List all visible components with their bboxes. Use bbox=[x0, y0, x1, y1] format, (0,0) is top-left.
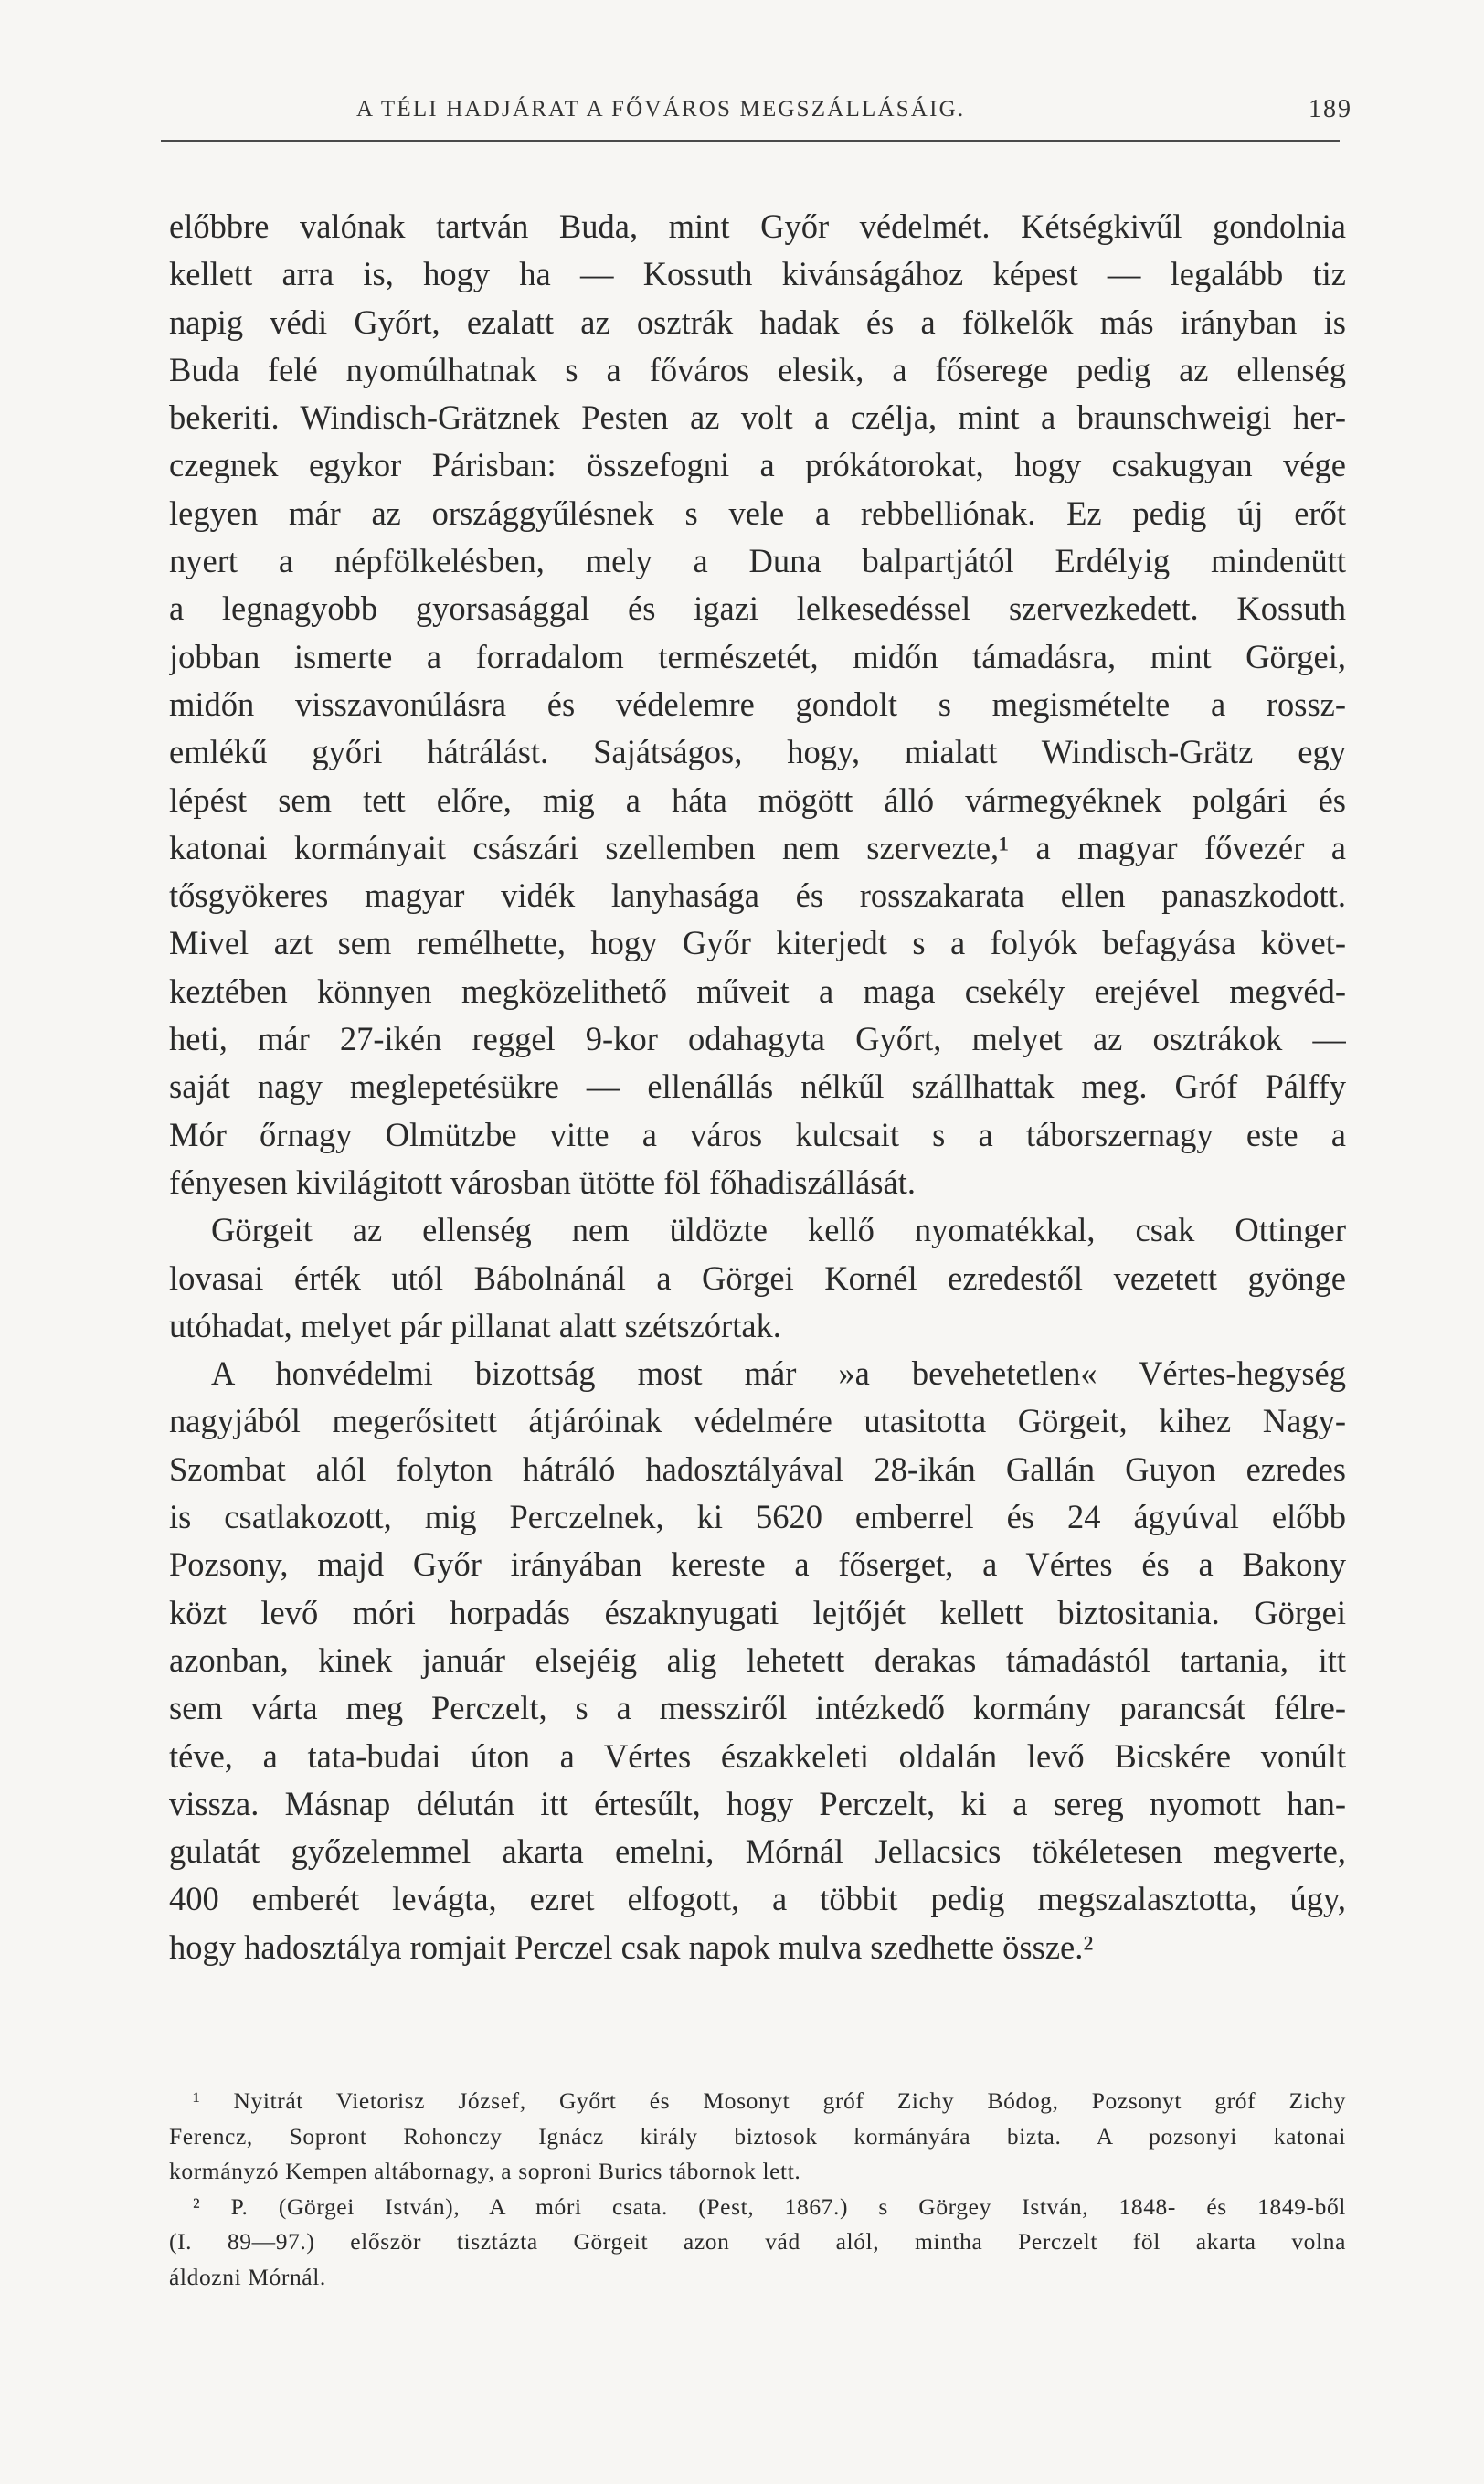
text-line: téve, a tata-budai úton a Vértes északkeleti oldalán levő Bicskére vonúlt bbox=[169, 1736, 1346, 1775]
text-line: sem várta meg Perczelt, s a messziről intézkedő kormány parancsát félre- bbox=[169, 1689, 1346, 1727]
text-line: Mivel azt sem remélhette, hogy Győr kiterjedt s a folyók befagyása követ- bbox=[169, 924, 1346, 962]
text-line: hogy hadosztálya romjait Perczel csak napok mulva szedhette össze.² bbox=[169, 1927, 1094, 1966]
text-line: előbbre valónak tartván Buda, mint Győr védelmét. Kétségkivűl gondolnia bbox=[169, 207, 1346, 245]
header-rule bbox=[161, 140, 1340, 142]
text-line: fényesen kivilágitott városban ütötte föl főhadiszállását. bbox=[169, 1162, 916, 1201]
text-line: Görgeit az ellenség nem üldözte kellő nyomatékkal, csak Ottinger bbox=[211, 1211, 1346, 1249]
text-line: nagyjából megerősitett átjáróinak védelmére utasitotta Görgeit, kihez Nagy- bbox=[169, 1402, 1346, 1440]
text-line: heti, már 27-ikén reggel 9-kor odahagyta Győrt, melyet az osztrákok — bbox=[169, 1020, 1346, 1058]
text-line: A honvédelmi bizottság most már »a bevehetetlen« Vértes-hegység bbox=[211, 1354, 1346, 1393]
text-line: lépést sem tett előre, mig a háta mögött álló vármegyéknek polgári és bbox=[169, 780, 1346, 819]
footnotes bbox=[169, 2084, 1346, 2295]
chapter-title: A TÉLI HADJÁRAT A FŐVÁROS MEGSZÁLLÁSÁIG. bbox=[356, 97, 966, 122]
footnote-line: Ferencz, Sopront Rohonczy Ignácz király biztosok kormányára bizta. A pozsonyi katonai bbox=[169, 2122, 1346, 2150]
text-line: lovasai érték utól Bábolnánál a Görgei Kornél ezredestől vezetett gyönge bbox=[169, 1258, 1346, 1297]
text-line: saját nagy meglepetésükre — ellenállás nélkűl szállhattak meg. Gróf Pálffy bbox=[169, 1067, 1346, 1106]
text-line: Pozsony, majd Győr irányában kereste a főserget, a Vértes és a Bakony bbox=[169, 1545, 1346, 1584]
text-line: azonban, kinek január elsejéig alig lehetett derakas támadástól tartania, itt bbox=[169, 1640, 1346, 1679]
text-line: is csatlakozott, mig Perczelnek, ki 5620 emberrel és 24 ágyúval előbb bbox=[169, 1498, 1346, 1536]
footnote-line: ¹ Nyitrát Vietorisz József, Győrt és Mosonyt gróf Zichy Bódog, Pozsonyt gróf Zichy bbox=[193, 2087, 1346, 2114]
text-line: katonai kormányait császári szellemben nem szervezte,¹ a magyar fővezér a bbox=[169, 828, 1346, 866]
text-line: keztében könnyen megközelithető műveit a maga csekély erejével megvéd- bbox=[169, 971, 1346, 1010]
footnote-line: ² P. (Görgei István), A móri csata. (Pest, 1867.) s Görgey István, 1848- és 1849-ből bbox=[193, 2192, 1346, 2220]
text-line: Mór őrnagy Olmützbe vitte a város kulcsait s a táborszernagy este a bbox=[169, 1115, 1346, 1153]
footnote-line: áldozni Mórnál. bbox=[169, 2263, 326, 2290]
text-line: kellett arra is, hogy ha — Kossuth kivánságához képest — legalább tiz bbox=[169, 255, 1346, 293]
text-line: gulatát győzelemmel akarta emelni, Mórnál Jellacsics tökéletesen megverte, bbox=[169, 1832, 1346, 1871]
text-line: 400 emberét levágta, ezret elfogott, a többit pedig megszalasztotta, úgy, bbox=[169, 1880, 1346, 1918]
page-number: 189 bbox=[1309, 95, 1352, 123]
footnote-line: (I. 89—97.) először tisztázta Görgeit azon vád alól, mintha Perczelt föl akarta volna bbox=[169, 2228, 1346, 2255]
text-line: tősgyökeres magyar vidék lanyhasága és rosszakarata ellen panaszkodott. bbox=[169, 876, 1346, 915]
text-line: napig védi Győrt, ezalatt az osztrák hadak és a fölkelők más irányban is bbox=[169, 303, 1346, 341]
text-line: bekeriti. Windisch-Grätznek Pesten az volt a czélja, mint a braunschweigi her- bbox=[169, 398, 1346, 437]
footnote-line: kormányzó Kempen altábornagy, a soproni Burics tábornok lett. bbox=[169, 2158, 801, 2184]
text-line: czegnek egykor Párisban: összefogni a prókátorokat, hogy csakugyan vége bbox=[169, 446, 1346, 484]
text-line: vissza. Másnap délután itt értesűlt, hogy Perczelt, ki a sereg nyomott han- bbox=[169, 1784, 1346, 1822]
text-line: jobban ismerte a forradalom természetét, midőn támadásra, mint Görgei, bbox=[169, 637, 1346, 675]
main-text bbox=[169, 203, 1346, 1971]
text-line: Buda felé nyomúlhatnak s a főváros elesik, a főserege pedig az ellenség bbox=[169, 350, 1346, 388]
text-line: Szombat alól folyton hátráló hadosztályával 28-ikán Gallán Guyon ezredes bbox=[169, 1449, 1346, 1488]
text-line: a legnagyobb gyorsasággal és igazi lelkesedéssel szervezkedett. Kossuth bbox=[169, 589, 1346, 628]
text-line: emlékű győri hátrálást. Sajátságos, hogy, mialatt Windisch-Grätz egy bbox=[169, 733, 1346, 771]
text-line: utóhadat, melyet pár pillanat alatt szétszórtak. bbox=[169, 1306, 781, 1344]
text-line: legyen már az országgyűlésnek s vele a rebbelliónak. Ez pedig új erőt bbox=[169, 494, 1346, 532]
text-line: midőn visszavonúlásra és védelemre gondolt s megismételte a rossz- bbox=[169, 685, 1346, 723]
text-line: közt levő móri horpadás északnyugati lejtőjét kellett biztositania. Görgei bbox=[169, 1593, 1346, 1631]
text-line: nyert a népfölkelésben, mely a Duna balpartjától Erdélyig mindenütt bbox=[169, 542, 1346, 580]
running-head bbox=[192, 93, 1352, 130]
